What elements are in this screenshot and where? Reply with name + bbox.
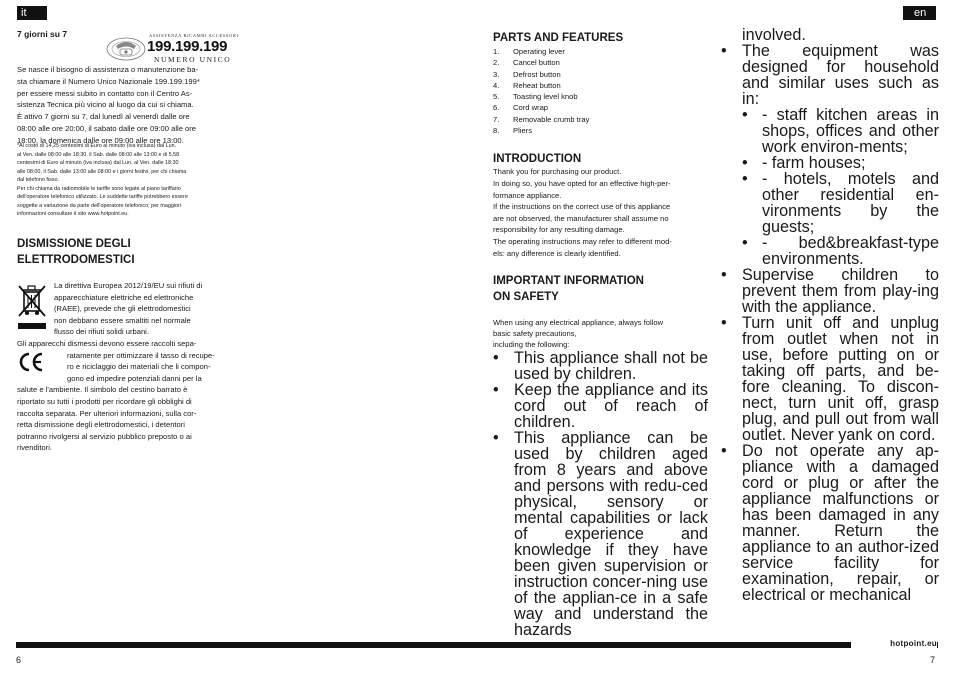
safety-bullet-list-continued — [721, 43, 939, 603]
heading-line: ON SAFETY — [493, 291, 559, 304]
language-tab-it-label: it — [21, 7, 27, 19]
item-label: Cord wrap — [513, 103, 549, 113]
text-line: basic safety precautions, — [493, 329, 577, 339]
text-line: 18:00, la domenica dalle ore 09:00 alle ore 13:00. — [17, 135, 184, 145]
text-line: centesimi di Euro al minuto (iva inclusa) dal Lun. al Ven. dalle 18:30 — [17, 160, 179, 166]
list-item — [493, 69, 708, 80]
text-line: The operating instructions may refer to different mod- — [493, 236, 672, 246]
item-number: 6. — [493, 103, 500, 113]
text-line: Gli apparecchi dismessi devono essere raccolti sepa- — [17, 339, 197, 348]
list-item — [493, 57, 708, 68]
footer-bar — [16, 642, 938, 648]
text-line: rivenditori. — [17, 443, 53, 453]
safety-intro-text — [493, 317, 708, 350]
introduction-text — [493, 166, 708, 259]
language-tab-it — [17, 6, 47, 20]
text-line: salute e l'ambiente. Il simbolo del cestino barrato è — [17, 385, 188, 395]
text-line: els: any difference is clearly identified. — [493, 248, 621, 258]
list-item: • Turn unit off and unplug from outlet when not in use, before putting on or taking off parts, and be-fore cleaning. To discon-nect, turn unit off, grasp plug, and pull out from wall outlet. Never yank on cord. — [721, 315, 939, 443]
list-item: • Keep the appliance and its cord out of reach of children. — [493, 382, 708, 430]
continuation-text: involved. — [742, 26, 806, 44]
item-label: Defrost button — [513, 69, 561, 79]
page-number-right: 7 — [930, 655, 936, 665]
text-line: soggette a variazione da parte dell'operatore telefonico; per maggiori — [17, 202, 182, 209]
text-line: dal telefono fisso. — [17, 177, 59, 183]
text-line: If the instructions on the correct use of this appliance — [493, 202, 671, 212]
item-label: Cancel button — [513, 58, 560, 68]
text-line: riportato su tutti i prodotti per ricordare gli obblighi di — [17, 396, 192, 406]
item-label: Removable crumb tray — [513, 114, 590, 124]
text-line: per essere messi subito in contatto con il Centro As- — [17, 88, 193, 98]
item-number: 7. — [493, 114, 500, 124]
list-item: • This appliance can be used by children aged from 8 years and above and persons with redu-ced physical, sensory or mental capabilities or lack of experience and knowledge if they have been given supervision or instruction concer-ning use of the applian-ce in a safe way and understand the hazards — [493, 430, 708, 638]
logo-top-line: ASSISTENZA RICAMBI ACCESSORI — [149, 33, 239, 38]
introduction-heading: INTRODUCTION — [493, 153, 582, 166]
separate-collection-text — [17, 338, 231, 454]
text-line: ro e riciclaggio dei materiali che li compon- — [67, 362, 211, 372]
item-label: Operating lever — [513, 47, 565, 56]
tariff-fine-print — [17, 142, 231, 219]
text-line: sta chiamare il Numero Unico Nazionale 199.199.199* — [17, 76, 200, 86]
right-page-left-column — [493, 31, 708, 638]
text-line: flusso dei rifiuti solidi urbani. — [54, 327, 149, 337]
parts-list — [493, 46, 708, 136]
item-number: 1. — [493, 47, 500, 56]
assistance-paragraph — [17, 64, 231, 147]
item-label: Toasting level knob — [513, 92, 578, 102]
list-item: • Supervise children to prevent them from play-ing with the appliance. — [721, 267, 939, 315]
text-line: gono ed impedire potenziali danni per la — [67, 373, 202, 383]
heading-line: DISMISSIONE DEGLI — [17, 238, 131, 250]
text-line: are not observed, the manufacturer shall assume no — [493, 213, 669, 223]
text-line: al Ven. dalle 08:00 alle 18:30, il Sab. dalle 08:00 alle 13:00 e di 5,58 — [17, 151, 180, 158]
item-number: 8. — [493, 126, 500, 136]
item-number: 4. — [493, 80, 500, 90]
text-line: When using any electrical appliance, always follow — [493, 318, 664, 328]
item-label: Pliers — [513, 126, 532, 136]
text-line: alle 08:00, il Sab. dalle 13:00 alle 08:00 e i giorni festivi, per chi chiama — [17, 168, 187, 175]
list-item: • - staff kitchen areas in shops, offices and other work environ-ments; — [721, 107, 939, 155]
text-line: informazioni consultare il sito www.hotpoint.eu. — [17, 211, 129, 217]
text-line: (RAEE), prevede che gli elettrodomestici — [54, 304, 191, 314]
text-line: La direttiva Europea 2012/19/EU sui rifiuti di — [54, 281, 203, 290]
text-line: non debbano essere smaltiti nel normale — [54, 315, 191, 325]
text-line: raccolta separata. Per ulteriori informazioni, sulla cor- — [17, 408, 197, 418]
safety-bullet-list — [493, 350, 708, 638]
list-item: • - bed&breakfast-type environments. — [721, 235, 939, 267]
text-line: 08:00 alle ore 20:00, il sabato dalle ore 09:00 alle ore — [17, 123, 197, 133]
text-line: ratamente per ottimizzare il tasso di recupe- — [67, 350, 215, 360]
item-label: Reheat button — [513, 80, 561, 90]
list-item: • - farm houses; — [721, 155, 939, 171]
text-line: In doing so, you have opted for an effective high-per- — [493, 178, 671, 188]
text-line: formance appliance. — [493, 190, 562, 200]
list-item — [493, 125, 708, 136]
telephone-logo-icon — [105, 34, 147, 62]
text-line: È attivo 7 giorni su 7, dal lunedì al venerdì dalle ore — [17, 112, 190, 122]
text-line: Per chi chiama da radiomobile le tariffe sono legate al piano tariffario — [17, 185, 181, 192]
logo-sub-line: NUMERO UNICO — [154, 55, 232, 64]
list-item: • The equipment was designed for household and similar uses such as in: — [721, 43, 939, 107]
parts-heading: PARTS AND FEATURES — [493, 32, 624, 44]
logo-phone-number: 199.199.199 — [147, 38, 228, 55]
heading-line: ELETTRODOMESTICI — [17, 254, 135, 266]
safety-heading — [493, 273, 708, 305]
numero-unico-logo — [105, 32, 239, 66]
item-number: 5. — [493, 92, 500, 102]
page-number-left: 6 — [16, 655, 22, 665]
text-line: dell'operatore telefonico utilizzato. Le suddette tariffe potrebbero essere — [17, 194, 188, 200]
item-number: 3. — [493, 69, 500, 79]
list-item — [493, 91, 708, 102]
brand-footer-label: hotpoint.eu — [851, 638, 937, 650]
text-line: *Al costo di 14,25 centesimi di Euro al minuto (iva inclusa) dal Lun. — [17, 143, 177, 149]
list-item — [493, 102, 708, 113]
right-page-right-column — [721, 27, 939, 603]
text-line: sistenza Tecnica più vicino al luogo da cui si chiama. — [17, 100, 194, 110]
heading-line: IMPORTANT INFORMATION — [493, 275, 644, 288]
list-item: • - hotels, motels and other residential en-vironments by the guests; — [721, 171, 939, 235]
seven-days-label: 7 giorni su 7 — [17, 29, 68, 39]
weee-directive-text — [54, 280, 231, 338]
list-item: • Do not operate any ap-pliance with a damaged cord or plug or after the appliance malfunctions or has been damaged in any manner. Return the appliance to an author-ized service facility for examination, repair, or electrical or mechanical — [721, 443, 939, 603]
text-line: responsibility for any resulting damage. — [493, 225, 625, 235]
list-item: • This appliance shall not be used by children. — [493, 350, 708, 382]
list-item — [493, 46, 708, 57]
language-tab-en — [903, 6, 936, 20]
text-line: Thank you for purchasing our product. — [493, 167, 622, 177]
language-tab-en-label: en — [914, 7, 927, 19]
text-line: apparecchiature elettriche ed elettroniche — [54, 292, 194, 302]
crossed-bin-icon — [17, 283, 47, 331]
text-line: retta dismissione degli elettrodomestici, i detentori — [17, 420, 185, 430]
item-number: 2. — [493, 58, 500, 68]
disposal-heading — [17, 236, 231, 268]
text-line: Se nasce il bisogno di assistenza o manutenzione ba- — [17, 65, 199, 74]
text-line: potranno rivolgersi al servizio pubblico preposto o ai — [17, 431, 192, 441]
list-item — [493, 114, 708, 125]
list-item — [493, 80, 708, 91]
text-line: including the following: — [493, 340, 570, 350]
